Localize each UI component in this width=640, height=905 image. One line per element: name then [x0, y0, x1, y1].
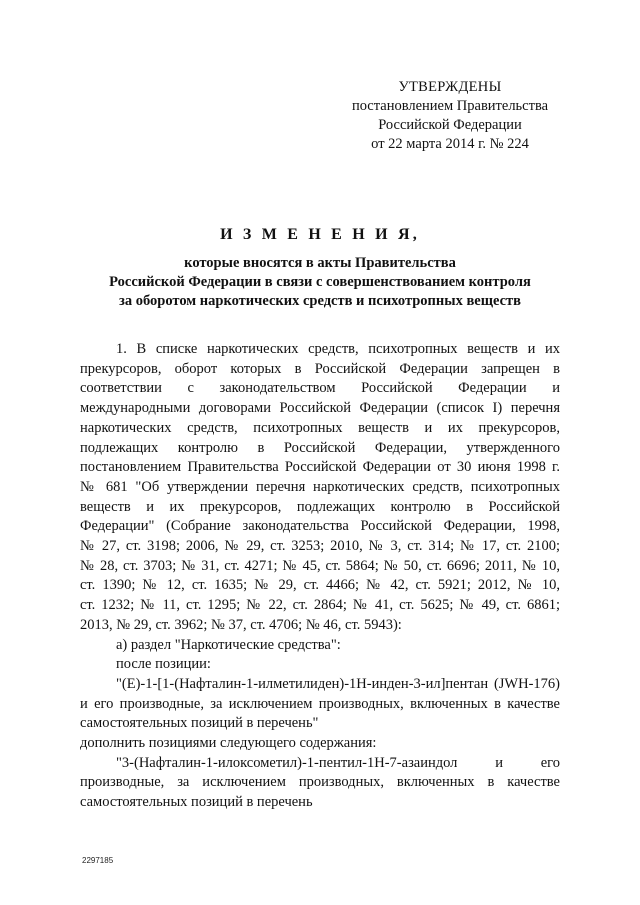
body-line: № 28, ст. 3703; № 31, ст. 4271; № 45, ст. 5864; № 50, ст. 6696; 2011, № 10,	[80, 557, 560, 574]
body-line: дополнить позициями следующего содержания:	[80, 735, 377, 752]
approval-line-2: Российской Федерации	[378, 117, 522, 133]
heading-subtitle-line: которые вносятся в акты Правительства	[184, 255, 456, 271]
body-line: "3-(Нафталин-1-илоксометил)-1-пентил-1H-7-азаиндол и его	[116, 754, 560, 771]
body-line: постановлением Правительства Российской Федерации от 30 июня 1998 г.	[80, 459, 560, 476]
heading-subtitle-line: Российской Федерации в связи с совершенствованием контроля	[109, 274, 531, 290]
heading-subtitle	[80, 254, 560, 311]
body-line: веществ и их прекурсоров, подлежащих контролю в Российской	[80, 498, 560, 515]
body-line: самостоятельных позиций в перечень	[80, 794, 313, 811]
body-line: ст. 1390; № 12, ст. 1635; № 29, ст. 4466; № 42, ст. 5921; 2012, № 10,	[80, 577, 560, 594]
body-line: международными договорами Российской Федерации (список I) перечня	[80, 400, 560, 417]
document-code: 2297185	[82, 856, 114, 865]
approval-title: УТВЕРЖДЕНЫ	[398, 79, 502, 95]
document-heading	[80, 226, 560, 311]
approval-line-3: от 22 марта 2014 г. № 224	[371, 136, 529, 152]
document-body	[80, 340, 560, 813]
heading-title: И З М Е Н Е Н И Я,	[220, 226, 420, 243]
body-line: самостоятельных позиций в перечень"	[80, 715, 319, 732]
approval-line-1: постановлением Правительства	[351, 98, 549, 114]
body-line: ст. 1232; № 11, ст. 1295; № 22, ст. 2864; № 41, ст. 5625; № 49, ст. 6861;	[80, 597, 560, 614]
body-line: подлежащих контролю в Российской Федерации, утвержденного	[80, 439, 560, 456]
heading-subtitle-line: за оборотом наркотических средств и психотропных веществ	[119, 293, 521, 309]
body-line: 1. В списке наркотических средств, психотропных веществ и их	[116, 341, 560, 357]
body-line: "(E)-1-[1-(Нафталин-1-илметилиден)-1H-инден-3-ил]пентан (JWH-176)	[116, 675, 560, 692]
body-line: а) раздел "Наркотические средства":	[116, 636, 341, 653]
body-line: и его производные, за исключением производных, включенных в качестве	[80, 695, 560, 712]
body-line: наркотических средств, психотропных веществ и их прекурсоров,	[80, 419, 560, 436]
approval-block	[340, 78, 560, 154]
body-line: производные, за исключением производных, включенных в качестве	[80, 774, 560, 791]
body-line: 2013, № 29, ст. 3962; № 37, ст. 4706; № 46, ст. 5943):	[80, 616, 402, 633]
body-line: № 27, ст. 3198; 2006, № 29, ст. 3253; 2010, № 3, ст. 314; № 17, ст. 2100;	[80, 538, 560, 555]
body-line: Федерации" (Собрание законодательства Российской Федерации, 1998,	[80, 518, 560, 535]
body-line: соответствии с законодательством Российской Федерации и	[80, 380, 560, 397]
body-line: прекурсоров, оборот которых в Российской Федерации запрещен в	[80, 360, 560, 377]
body-line: № 681 "Об утверждении перечня наркотических средств, психотропных	[80, 478, 560, 495]
body-line: после позиции:	[116, 656, 211, 673]
